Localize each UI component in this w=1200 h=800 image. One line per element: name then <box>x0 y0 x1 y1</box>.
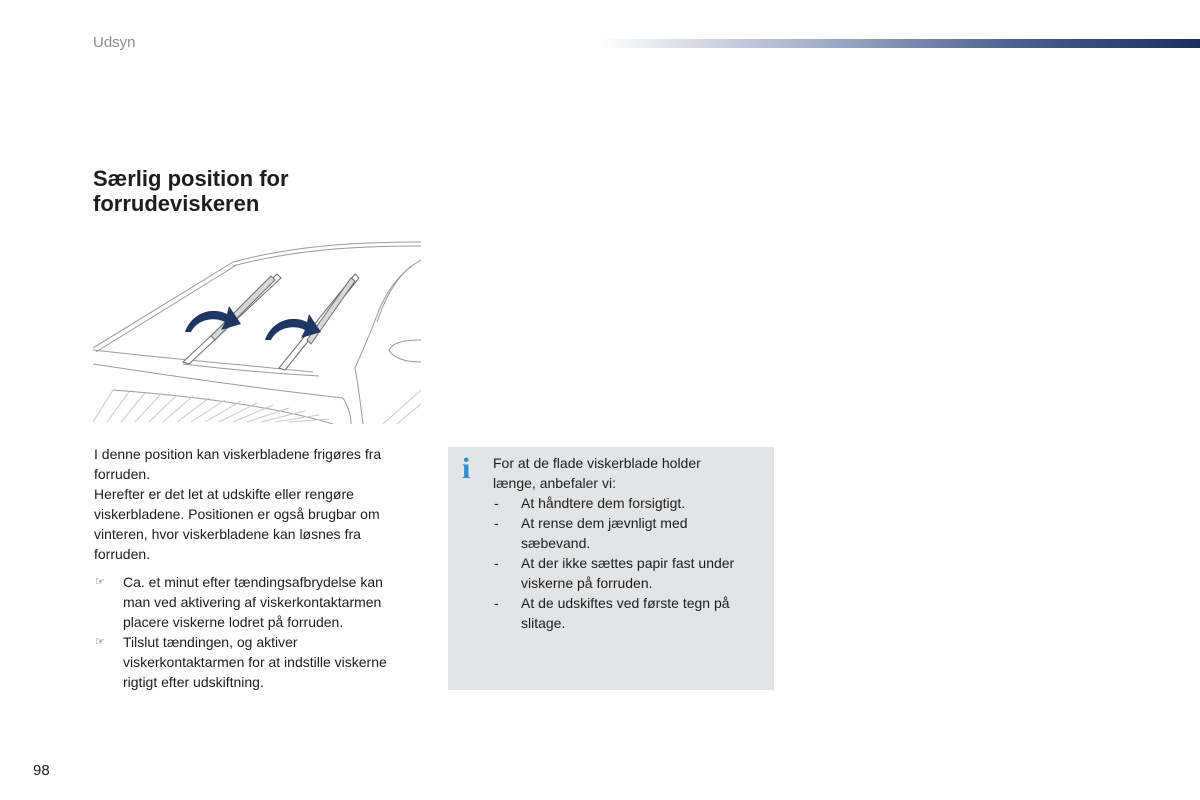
para2-line2: viskerbladene. Positionen er også brugbar om <box>94 506 380 522</box>
info-intro <box>493 453 763 493</box>
tip-line: slitage. <box>521 615 566 631</box>
para1-line2: forruden. <box>94 466 151 482</box>
step-line: placere viskerne lodret på forruden. <box>123 614 344 630</box>
para2-line4: forruden. <box>94 546 151 562</box>
tip-line: viskerne på forruden. <box>521 575 653 591</box>
tip-item <box>493 493 763 513</box>
dash-bullet: - <box>494 595 499 611</box>
step-line: Ca. et minut efter tændingsafbrydelse kan <box>123 574 383 590</box>
tip-item <box>493 513 763 553</box>
tip-item <box>493 593 763 633</box>
info-icon: i <box>462 452 471 485</box>
para2-line3: vinteren, hvor viskerbladene kan løsnes fra <box>94 526 361 542</box>
tip-line: sæbevand. <box>521 535 591 551</box>
pointing-hand-icon: ☞ <box>95 636 105 648</box>
dash-bullet: - <box>494 495 499 511</box>
info-content <box>493 453 763 633</box>
intro-paragraph <box>94 444 424 564</box>
body-text <box>94 444 424 692</box>
step-line: man ved aktivering af viskerkontaktarmen <box>123 594 382 610</box>
info-intro-line2: længe, anbefaler vi: <box>493 475 616 491</box>
page-number: 98 <box>33 762 50 779</box>
header-gradient-bar <box>600 39 1200 48</box>
dash-bullet: - <box>494 555 499 571</box>
para2-line1: Herefter er det let at udskifte eller rengøre <box>94 486 354 502</box>
info-intro-line1: For at de flade viskerblade holder <box>493 455 701 471</box>
tip-line: At rense dem jævnligt med <box>521 515 688 531</box>
tip-line: At håndtere dem forsigtigt. <box>521 495 686 511</box>
tips-list <box>493 493 763 633</box>
step-line: Tilslut tændingen, og aktiver <box>123 634 298 650</box>
pointing-hand-icon: ☞ <box>95 576 105 588</box>
tip-line: At de udskiftes ved første tegn på <box>521 595 730 611</box>
windshield-wiper-illustration <box>93 240 421 424</box>
step-item <box>94 632 424 692</box>
tip-item <box>493 553 763 593</box>
step-line: viskerkontaktarmen for at indstille viskerne <box>123 654 387 670</box>
para1-line1: I denne position kan viskerbladene frigøres fra <box>94 446 382 462</box>
section-label: Udsyn <box>93 34 136 51</box>
page-title <box>93 166 393 216</box>
info-box <box>448 447 774 690</box>
dash-bullet: - <box>494 515 499 531</box>
steps-list <box>94 572 424 692</box>
tip-line: At der ikke sættes papir fast under <box>521 555 735 571</box>
step-item <box>94 572 424 632</box>
title-line-2: forrudeviskeren <box>93 191 260 216</box>
step-line: rigtigt efter udskiftning. <box>123 674 264 690</box>
title-line-1: Særlig position for <box>93 166 289 191</box>
